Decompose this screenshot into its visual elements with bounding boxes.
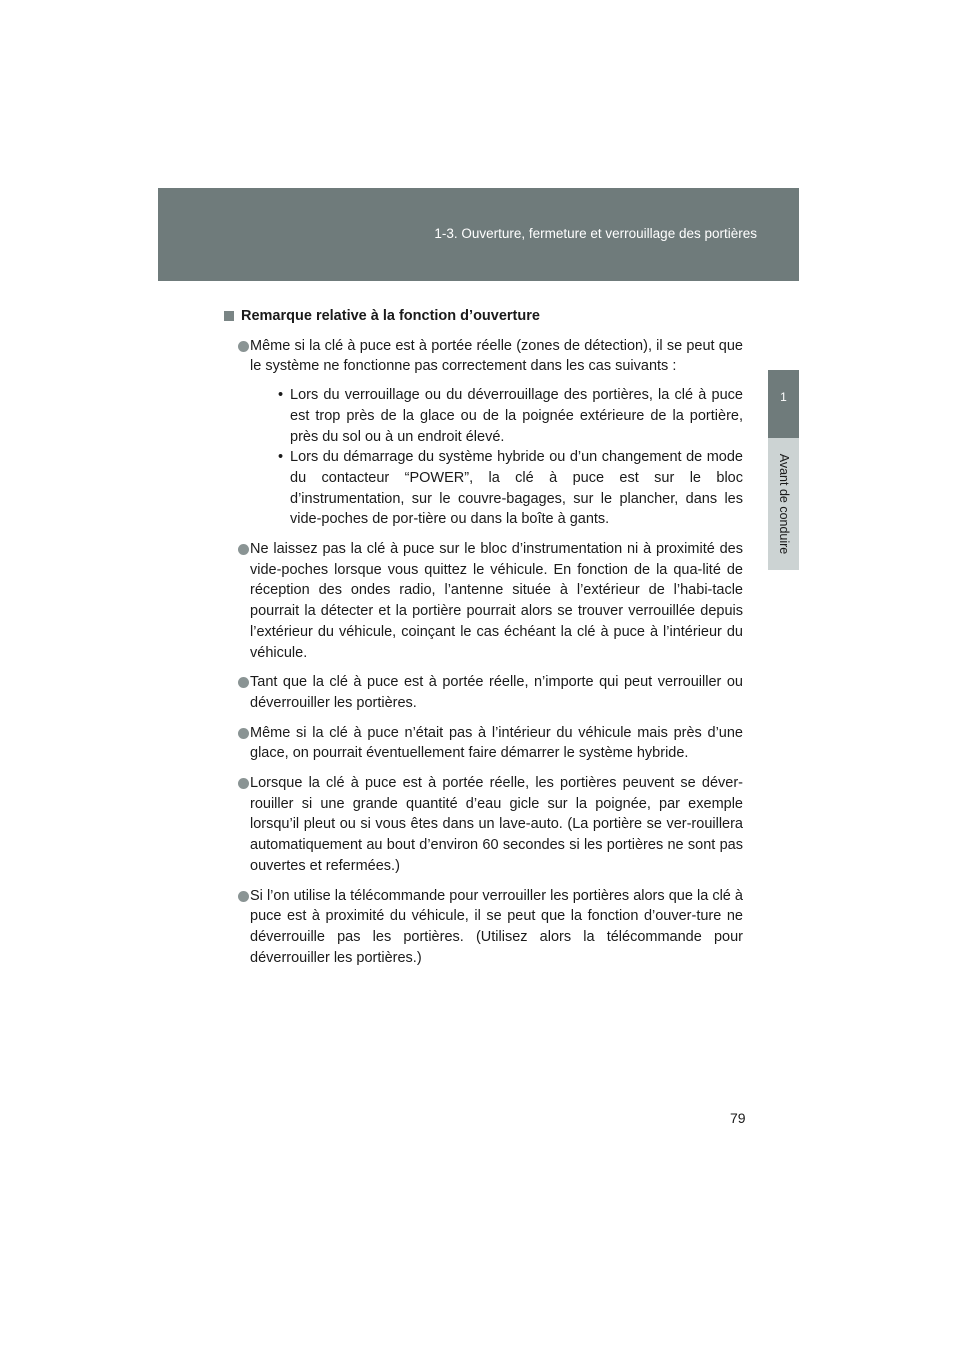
dot-bullet-icon: • xyxy=(278,387,284,404)
chapter-label: Avant de conduire xyxy=(776,453,791,555)
circle-bullet-icon xyxy=(238,677,249,688)
list-item xyxy=(224,539,743,663)
list-item-text: Même si la clé à puce est à portée réelle (zones de détection), il se peut que le système ne fonctionne pas correctement dans les cas suivants : xyxy=(250,337,743,375)
circle-bullet-icon xyxy=(238,728,249,739)
list-item-text: Lorsque la clé à puce est à portée réelle, les portières peuvent se déver-rouiller si une grande quantité d’eau gicle sur la poignée, par exemple lorsqu’il pleut ou si vous êtes dans un lave-auto. (La portière se ver-rouillera automatiquement au bout d’environ 60 secondes si les portières ne sont pas ouvertes et refermées.) xyxy=(250,775,743,874)
list-item xyxy=(224,336,743,530)
page-number: 79 xyxy=(730,1110,746,1126)
sub-list-item-text: Lors du démarrage du système hybride ou d’un changement de mode du contacteur “POWER”, la clé à puce est sur le bloc d’instrumentation, sur le couvre-bagages, sur le plancher, dans les vide-poches de por-tière ou dans la boîte à gants. xyxy=(290,449,743,528)
list-item xyxy=(224,773,743,877)
header-band xyxy=(158,188,799,281)
section-title: 1-3. Ouverture, fermeture et verrouillage des portières xyxy=(434,226,757,241)
circle-bullet-icon xyxy=(238,891,249,902)
circle-bullet-icon xyxy=(238,341,249,352)
section-heading xyxy=(224,306,743,327)
sub-list xyxy=(250,385,743,530)
chapter-number: 1 xyxy=(780,390,787,404)
square-bullet-icon xyxy=(224,311,234,321)
list-item xyxy=(224,723,743,764)
main-content xyxy=(224,306,743,977)
list-item xyxy=(224,886,743,969)
sub-list-item xyxy=(250,447,743,530)
circle-bullet-icon xyxy=(238,544,249,555)
list-item xyxy=(224,672,743,713)
section-heading-text: Remarque relative à la fonction d’ouverture xyxy=(241,308,540,324)
list-item-text: Tant que la clé à puce est à portée réelle, n’importe qui peut verrouiller ou déverrouiller les portières. xyxy=(250,674,743,711)
list-item-text: Ne laissez pas la clé à puce sur le bloc d’instrumentation ni à proximité des vide-poches lorsque vous quittez le véhicule. En fonction de la qua-lité de réception des ondes radio, l’antenne située à l’extérieur de l’habi-tacle pourrait la détecter et la portière pourrait alors se trouver verrouillée depuis l’extérieur du véhicule, coinçant le cas échéant la clé à puce à l’intérieur du véhicule. xyxy=(250,541,743,661)
chapter-tab xyxy=(768,370,799,438)
sub-list-item xyxy=(250,385,743,447)
dot-bullet-icon: • xyxy=(278,449,284,466)
circle-bullet-icon xyxy=(238,778,249,789)
chapter-label-tab xyxy=(768,438,799,570)
sub-list-item-text: Lors du verrouillage ou du déverrouillage des portières, la clé à puce est trop près de la glace ou de la poignée extérieure de la portière, près du sol ou à un endroit élevé. xyxy=(290,387,743,445)
list-item-text: Si l’on utilise la télécommande pour verrouiller les portières alors que la clé à puce est à proximité du véhicule, il se peut que la fonction d’ouver-ture ne déverrouille pas les portières. (Utilisez alors la télécommande pour déverrouiller les portières.) xyxy=(250,887,743,966)
list-item-text: Même si la clé à puce n’était pas à l’intérieur du véhicule mais près d’une glace, on pourrait éventuellement faire démarrer le système hybride. xyxy=(250,724,743,762)
